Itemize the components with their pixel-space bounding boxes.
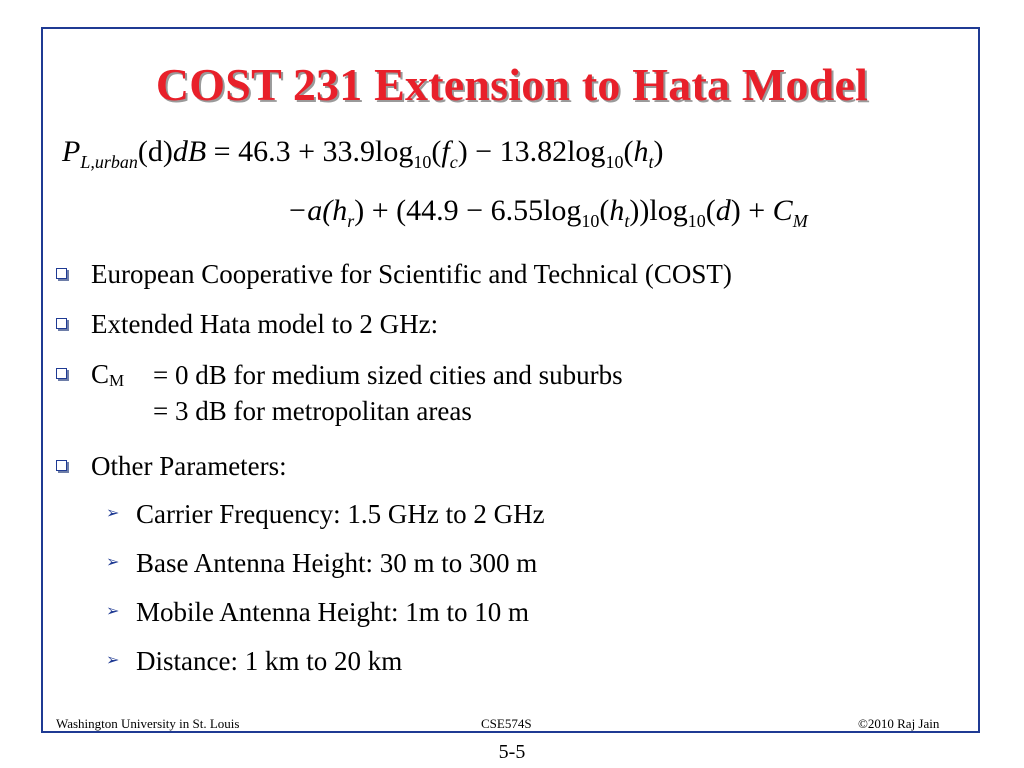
eq-term: ))log xyxy=(629,194,688,227)
cm-label xyxy=(91,356,153,428)
sub-bullet-text: Base Antenna Height: 30 m to 300 m xyxy=(136,548,538,578)
eq-term: ) + xyxy=(730,194,773,227)
eq-subscript: r xyxy=(347,211,355,231)
eq-symbol: d xyxy=(715,194,731,227)
cm-value-line: = 3 dB for metropolitan areas xyxy=(153,396,472,426)
sub-bullet-item xyxy=(106,643,402,679)
cm-values xyxy=(153,356,623,428)
eq-subscript: 10 xyxy=(605,152,624,172)
eq-term: (d) xyxy=(137,135,173,168)
eq-term: ( xyxy=(599,194,610,227)
eq-term: −a( xyxy=(287,194,333,227)
footer-institution: Washington University in St. Louis xyxy=(56,716,240,731)
arrowhead-bullet-icon: ➢ xyxy=(106,603,120,620)
hollow-square-bullet-icon xyxy=(56,318,67,329)
eq-term: ( xyxy=(623,135,634,168)
bullet-item-cm xyxy=(56,356,623,428)
eq-term: ( xyxy=(705,194,716,227)
eq-symbol: h xyxy=(609,194,625,227)
eq-subscript: 10 xyxy=(581,211,600,231)
bullet-text: European Cooperative for Scientific and Technical (COST) xyxy=(91,259,732,289)
eq-symbol: dB xyxy=(172,135,207,168)
bullet-item xyxy=(56,256,732,292)
bullet-item xyxy=(56,306,438,342)
bullet-text: Other Parameters: xyxy=(91,451,287,481)
arrowhead-bullet-icon: ➢ xyxy=(106,554,120,571)
eq-term: ( xyxy=(431,135,442,168)
cm-label-text: C xyxy=(91,359,110,389)
footer-copyright: ©2010 Raj Jain xyxy=(858,716,940,731)
arrowhead-bullet-icon: ➢ xyxy=(106,652,120,669)
eq-symbol: h xyxy=(332,194,348,227)
hollow-square-bullet-icon xyxy=(56,368,67,379)
eq-symbol: h xyxy=(633,135,649,168)
eq-subscript: t xyxy=(648,152,654,172)
sub-bullet-text: Mobile Antenna Height: 1m to 10 m xyxy=(136,597,529,627)
sub-bullet-item xyxy=(106,496,545,532)
sub-bullet-text: Carrier Frequency: 1.5 GHz to 2 GHz xyxy=(136,499,545,529)
eq-symbol: C xyxy=(772,194,793,227)
eq-subscript: L,urban xyxy=(80,152,138,172)
eq-subscript: c xyxy=(449,152,458,172)
sub-bullet-text: Distance: 1 km to 20 km xyxy=(136,646,403,676)
bullet-text: Extended Hata model to 2 GHz: xyxy=(91,309,439,339)
eq-subscript: 10 xyxy=(687,211,706,231)
hollow-square-bullet-icon xyxy=(56,268,67,279)
cm-row xyxy=(91,356,623,428)
eq-term: ) + (44.9 − 6.55log xyxy=(354,194,582,227)
eq-symbol: P xyxy=(62,135,81,168)
eq-term: = 46.3 + 33.9log xyxy=(206,135,414,168)
sub-bullet-item xyxy=(106,545,537,581)
eq-subscript: M xyxy=(792,211,808,231)
equation-line-1 xyxy=(62,135,664,172)
cm-value-line: = 0 dB for medium sized cities and suburbs xyxy=(153,360,623,390)
hollow-square-bullet-icon xyxy=(56,460,67,471)
eq-subscript: 10 xyxy=(413,152,432,172)
eq-term: ) xyxy=(653,135,664,168)
sub-bullet-item xyxy=(106,594,529,630)
bullet-item xyxy=(56,448,287,484)
page-number: 5-5 xyxy=(498,741,526,763)
arrowhead-bullet-icon: ➢ xyxy=(106,505,120,522)
equation-line-2 xyxy=(287,194,808,231)
eq-symbol: f xyxy=(441,135,450,168)
slide-title: COST 231 Extension to Hata Model xyxy=(155,59,869,110)
eq-term: ) − 13.82log xyxy=(457,135,606,168)
eq-subscript: t xyxy=(624,211,630,231)
cm-label-sub: M xyxy=(109,371,125,390)
footer-course: CSE574S xyxy=(481,716,532,731)
